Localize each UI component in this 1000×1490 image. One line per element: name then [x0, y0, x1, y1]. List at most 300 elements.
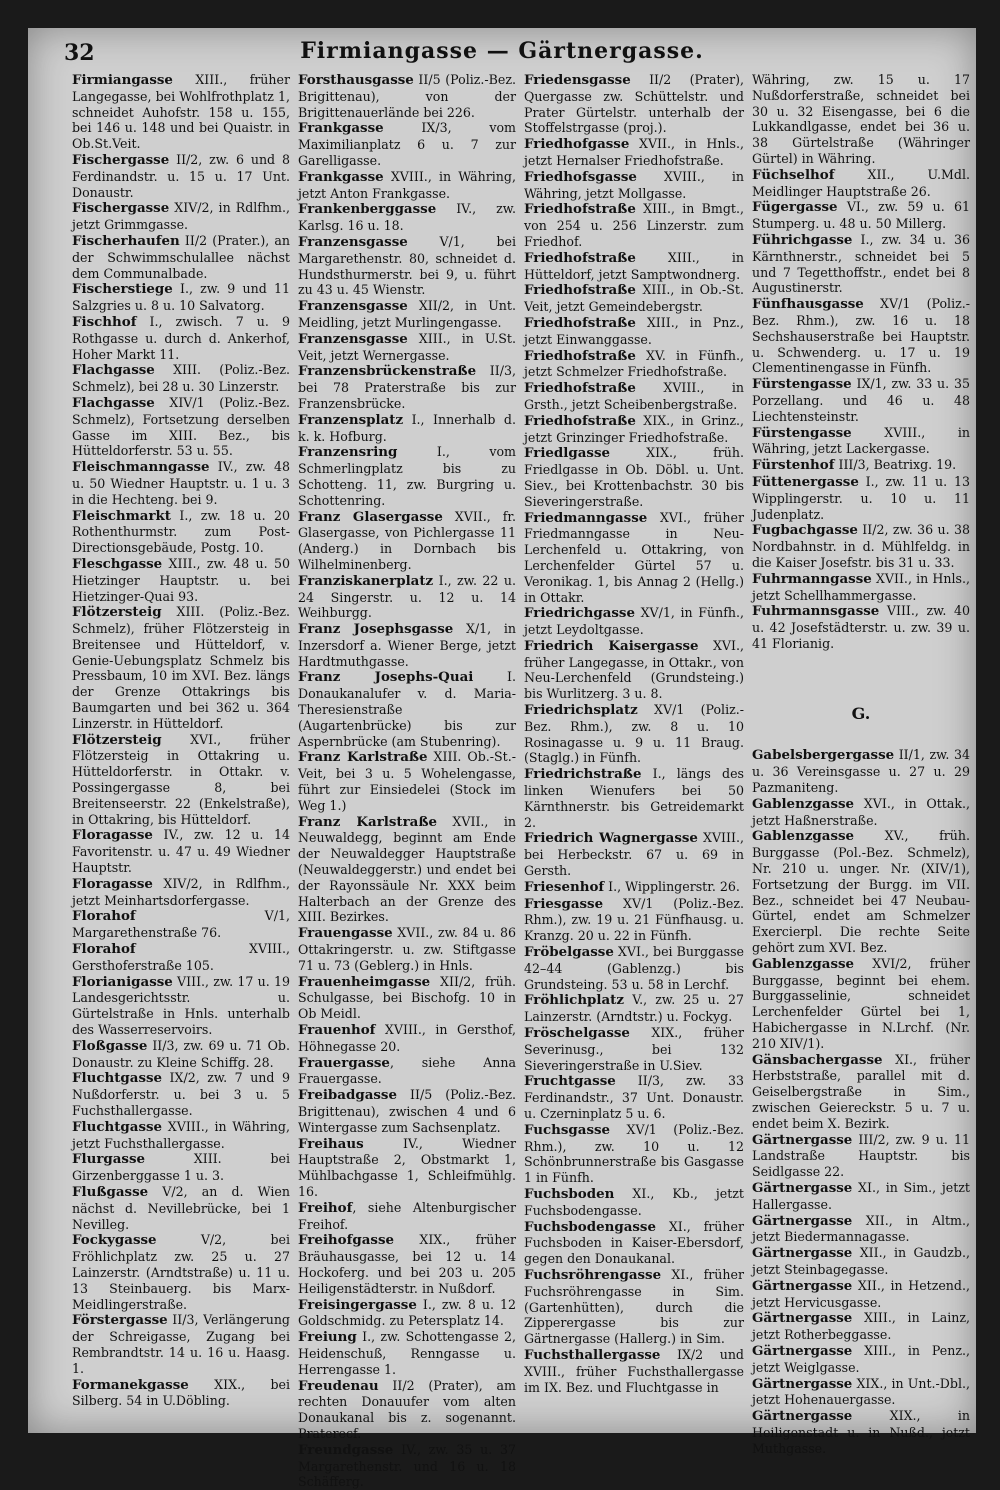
entry-street-name: Frankgasse — [298, 168, 384, 185]
entry-street-name: Gablenzgasse — [752, 828, 855, 845]
entry-description: XVIII., in Währing, jetzt Fuchsthallergasse. — [72, 1118, 290, 1151]
entry-street-name: Gärtnergasse — [752, 1180, 853, 1196]
entry-street-name: Franz Glasergasse — [298, 508, 443, 525]
entry-description: VIII., zw. 17 u. 19 Landesgerichtsstr. u. Gürtelstraße in Hnls. unterhalb des Wasserreservoirs. — [72, 973, 290, 1038]
entry-description: I., zw. 8 u. 12 Goldschmidg. zu Petersplatz 14. — [298, 1296, 516, 1329]
entry-street-name: Franzensgasse — [298, 298, 408, 315]
entry-description: XV. in Fünfh., jetzt Schmelzer Friedhofstraße. — [524, 347, 744, 380]
section-letter: G. — [851, 703, 871, 723]
entry-description: XVII., zw. 84 u. 86 Ottakringerstr. u. zw. Stiftgasse 71 u. 73 (Geblerg.) in Hnls. — [298, 925, 516, 973]
entry-street-name: Franz Josephsgasse — [298, 621, 454, 638]
entry-description: II/2 (Prater), am rechten Donauufer vom alten Donaukanal bis z. sogenannt. Praterecf. — [298, 1377, 516, 1441]
directory-entry — [298, 509, 516, 573]
entry-description: XIII., in Pnz., jetzt Einwanggasse. — [524, 314, 744, 347]
entry-street-name: Gärtnergasse — [752, 1310, 853, 1327]
entry-street-name: Fleischmanngasse — [72, 459, 210, 476]
entry-description: XVI., früher Flötzersteig in Ottakring u. Hütteldorferstr. in Ottakr. v. Possingergasse 8, bei Breitenseerstr. 22 (Enkelstraße), in Ottakring, bis Hütteldorf. — [72, 731, 290, 827]
directory-entry — [298, 621, 516, 669]
entry-description: XV., früh. Burggasse (Pol.-Bez. Schmelz), Nr. 210 u. unger. Nr. (XIV/1), Fortsetzung der Burgg. im VII. Bez., schneidet bei 47 Neubau-Gürtel, endet am Schmelzer Exercierpl. Die rechte Seite gehört zum XVI. Bez. — [752, 828, 970, 956]
directory-entry — [752, 167, 970, 200]
entry-street-name: Fischergasse — [72, 151, 170, 168]
directory-entry — [752, 747, 970, 795]
entry-description: II/2, zw. 6 und 8 Ferdinandstr. u. 15 u. 17 Unt. Donaustr. — [72, 151, 290, 200]
entry-description: Währing, zw. 15 u. 17 Nußdorferstraße, schneidet bei 30 u. 32 Eisengasse, bei 6 die Lukkandlgasse, endet bei 36 u. 38 Gürtelstraße (Währinger Gürtel) in Währing. — [752, 72, 970, 166]
entry-description: XIII., in Hütteldorf, jetzt Samptwondnerg. — [524, 249, 744, 282]
entry-street-name: Franziskanerplatz — [298, 572, 434, 589]
entry-description: I., vom Schmerlingplatz bis zu Schotteng. 11, zw. Burgring u. Schottenring. — [298, 444, 516, 508]
directory-entry — [72, 1232, 290, 1312]
entry-description: III/3, Beatrixg. 19. — [834, 457, 957, 473]
directory-entry — [524, 1267, 744, 1347]
entry-street-name: Freihaus — [298, 1135, 364, 1152]
entry-description: XIX., in Unt.-Dbl., jetzt Hohenauergasse. — [752, 1375, 970, 1408]
entry-description: XIII., in U.St. Veit, jetzt Wernergasse. — [298, 330, 516, 363]
directory-entry — [752, 457, 970, 474]
entry-street-name: Franzensbrückenstraße — [298, 363, 477, 380]
entry-description: I., zwisch. 7 u. 9 Rothgasse u. durch d. Ankerhof, Hoher Markt 11. — [72, 313, 290, 362]
directory-entry — [298, 1297, 516, 1330]
entry-street-name: Freisingergasse — [298, 1296, 417, 1313]
entry-description: XVIII., in Währing, jetzt Mollgasse. — [524, 168, 744, 201]
entry-description: XIX., früher Bräuhausgasse, bei 12 u. 14 Hockoferg. und bei 203 u. 205 Heiligenstädterstr. in Nußdorf. — [298, 1232, 516, 1296]
entry-description: III/2, zw. 9 u. 11 Landstraße Hauptstr. bis Seidlgasse 22. — [752, 1131, 970, 1180]
entry-description: IX/3, vom Maximilianplatz 6 u. 7 zur Garelligasse. — [298, 120, 516, 168]
entry-street-name: Fischergasse — [72, 200, 170, 217]
entry-description: XII/2, früh. Schulgasse, bei Bischofg. 10 in Ob Meidl. — [298, 973, 516, 1022]
entry-description: XIII., in Penz., jetzt Weiglgasse. — [752, 1342, 970, 1375]
directory-entry — [298, 201, 516, 234]
entry-description: IV., zw. Karlsg. 16 u. 18. — [298, 201, 516, 234]
directory-entry — [72, 200, 290, 233]
directory-entry — [524, 1122, 744, 1186]
directory-entry — [524, 1025, 744, 1073]
entry-description: V., zw. 25 u. 27 Lainzerstr. (Arndtstr.) u. Fockyg. — [524, 992, 744, 1025]
directory-entry — [72, 1038, 290, 1071]
entry-description: XV/1 (Poliz.-Bez. Rhm.), zw. 8 u. 10 Rosinagasse u. 9 u. 11 Braug. (Staglg.) in Fünfh. — [524, 702, 744, 766]
directory-entry — [298, 1442, 516, 1490]
entry-description: II/3, bei 78 Praterstraße bis zur Franzensbrücke. — [298, 363, 516, 411]
entry-street-name: Friedrich Kaisergasse — [524, 637, 699, 654]
directory-entry — [524, 1219, 744, 1267]
directory-entry — [72, 974, 290, 1038]
entry-street-name: Gänsbachergasse — [752, 1051, 883, 1068]
entry-street-name: Franz Josephs-Quai — [298, 669, 474, 686]
directory-entry — [524, 638, 744, 702]
entry-description: XIV/2, in Rdlfhm., jetzt Meinhartsdorfergasse. — [72, 875, 290, 908]
entry-description: II/2, zw. 36 u. 38 Nordbahnstr. in d. Mühlfeldg. in die Kaiser Josefstr. bis 31 u. 33. — [752, 522, 970, 570]
entry-street-name: Frankgasse — [298, 120, 384, 137]
directory-entry — [72, 556, 290, 604]
directory-entry — [524, 879, 744, 896]
entry-street-name: Fuhrmannsgasse — [752, 603, 880, 620]
column-4 — [752, 72, 970, 1456]
entry-street-name: Frankenberggasse — [298, 201, 437, 218]
directory-entry — [72, 876, 290, 909]
entry-street-name: Fischerhaufen — [72, 232, 180, 249]
entry-description: XIV/2, in Rdlfhm., jetzt Grimmgasse. — [72, 200, 290, 233]
entry-street-name: Förstergasse — [72, 1312, 168, 1329]
entry-street-name: Fröhlichplatz — [524, 992, 624, 1009]
directory-entry — [752, 199, 970, 232]
entry-street-name: Friedrichsplatz — [524, 702, 638, 719]
entry-street-name: Friedhofstraße — [524, 249, 636, 266]
entry-street-name: Fockygasse — [72, 1232, 157, 1249]
directory-entry — [298, 925, 516, 973]
entry-street-name: Friesenhof — [524, 878, 605, 895]
entry-description: XIII. Ob.-St.-Veit, bei 3 u. 5 Wohelengasse, führt zur Einsiedelei (Stock im Weg 1.) — [298, 749, 516, 813]
entry-street-name: Fruchtgasse — [524, 1073, 616, 1090]
entry-street-name: Fuchsgasse — [524, 1121, 611, 1138]
entry-street-name: Friedhofstraße — [524, 201, 636, 218]
directory-entry — [752, 1408, 970, 1456]
entry-description: XIX., bei Silberg. 54 in U.Döbling. — [72, 1376, 290, 1409]
entry-street-name: Fleischmarkt — [72, 507, 171, 524]
entry-street-name: Fuhrmanngasse — [752, 570, 872, 587]
column-1 — [72, 72, 290, 1422]
directory-entry — [524, 766, 744, 830]
entry-description: V/2, an d. Wien nächst d. Nevillebrücke, bei 1 Nevilleg. — [72, 1183, 290, 1232]
directory-entry — [298, 169, 516, 202]
entry-description: XIX., in Heiligenstadt u. in Nußd., jetzt Muthgasse. — [752, 1408, 970, 1456]
entry-description: , siehe Anna Frauergasse. — [298, 1054, 516, 1087]
entry-description: XVIII., in Grsth., jetzt Scheibenbergstraße. — [524, 380, 744, 412]
directory-entry — [524, 445, 744, 509]
directory-entry — [752, 232, 970, 296]
entry-description: XVII., fr. Glasergasse, von Pichlergasse 11 (Anderg.) in Dornbach bis Wilhelminenberg. — [298, 508, 516, 572]
entry-description: VI., zw. 59 u. 61 Stumperg. u. 48 u. 50 Millerg. — [752, 199, 970, 232]
directory-entry — [72, 395, 290, 459]
entry-street-name: Fluchtgasse — [72, 1118, 163, 1135]
directory-entry — [298, 1087, 516, 1135]
directory-entry — [72, 604, 290, 731]
entry-description: IV., Wiedner Hauptstraße 2, Obstmarkt 1, Mühlbachgasse 1, Schleifmühlg. 16. — [298, 1135, 516, 1199]
entry-street-name: Florianigasse — [72, 973, 173, 990]
entry-description: XIII., in Bmgt., von 254 u. 256 Linzerstr. zum Friedhof. — [524, 201, 744, 249]
entry-street-name: Friedhofsgasse — [524, 168, 637, 185]
entry-street-name: Gabelsbergergasse — [752, 747, 895, 764]
directory-entry — [524, 348, 744, 381]
directory-page — [28, 28, 976, 1490]
entry-description: II/2 (Prater), Quergasse zw. Schüttelstr. und Prater Gürtelstr. unterhalb der Stoffelstrgasse (proj.). — [524, 72, 744, 136]
entry-street-name: Flachgasse — [72, 362, 155, 379]
entry-description: XIII., in Lainz, jetzt Rotherbeggasse. — [752, 1310, 970, 1343]
entry-street-name: Gablenzgasse — [752, 955, 855, 972]
entry-description: V/2, bei Fröhlichplatz zw. 25 u. 27 Lainzerstr. (Arndtstraße) u. 11 u. 13 Steinbauerg. bis Marx-Meidlingerstraße. — [72, 1232, 290, 1312]
entry-description: I., zw. 22 u. 24 Singerstr. u. 12 u. 14 Weihburgg. — [298, 572, 516, 621]
entry-description: IV., zw. 35 u. 37 Margarethenstr. und 16 u. 18 Schäfferg. — [298, 1441, 516, 1490]
directory-entry — [298, 444, 516, 508]
entry-street-name: Gärtnergasse — [752, 1212, 853, 1229]
directory-entry — [298, 749, 516, 813]
entry-street-name: Franzensring — [298, 444, 398, 461]
entry-columns — [72, 72, 972, 1490]
directory-entry — [752, 1310, 970, 1343]
directory-entry — [298, 1200, 516, 1233]
entry-street-name: Füchselhof — [752, 166, 835, 183]
entry-description: V/1, bei Margarethenstr. 80, schneidet d. Hundsthurmerstr. bei 9, u. führt zu 43 u. 45 Wienstr. — [298, 233, 516, 298]
entry-street-name: Flurgasse — [72, 1151, 146, 1168]
entry-description: XVII., in Hnls., jetzt Schellhammergasse. — [752, 570, 970, 603]
column-3 — [524, 72, 744, 1422]
entry-street-name: Freihofgasse — [298, 1232, 394, 1249]
directory-entry — [524, 315, 744, 348]
directory-entry — [72, 1119, 290, 1152]
entry-street-name: Floragasse — [72, 875, 153, 892]
entry-street-name: Fröschelgasse — [524, 1025, 630, 1042]
entry-description: XV/1 (Poliz.-Bez. Rhm.), zw. 16 u. 18 Sechshauserstraße bei Hauptstr. u. Schwenderg. u. 17 u. 19 Clementinengasse in Fünfh. — [752, 296, 970, 376]
entry-description: I., zw. Schottengasse 2, Heidenschuß, Renngasse u. Herrengasse 1. — [298, 1329, 516, 1377]
directory-entry — [298, 1378, 516, 1442]
directory-entry — [298, 1055, 516, 1088]
directory-entry — [752, 72, 970, 167]
entry-description: XVI/2, früher Burggasse, beginnt bei ehem. Burggasselinie, schneidet Lerchenfelder Gürtel bei 1, Habichergasse in N.Lrchf. (Nr. 210 XIV/1). — [752, 955, 970, 1051]
entry-street-name: Flußgasse — [72, 1183, 149, 1200]
entry-street-name: Fischerstiege — [72, 281, 173, 298]
directory-entry — [72, 508, 290, 556]
directory-entry — [72, 1070, 290, 1118]
entry-description: XIII., früher Langegasse, bei Wohlfrothplatz 1, schneidet Auhofstr. 158 u. 155, bei 146 u. 148 und bei Quaistr. in Ob.St.Veit. — [72, 72, 290, 152]
entry-description: II/3, zw. 69 u. 71 Ob. Donaustr. zu Kleine Schiffg. 28. — [72, 1037, 290, 1070]
entry-description: II/2 (Prater.), an der Schwimmschulallee nächst dem Communalbade. — [72, 232, 290, 281]
directory-entry — [298, 814, 516, 926]
entry-description: II/3, zw. 33 Ferdinandstr., 37 Unt. Donaustr. u. Czerninplatz 5 u. 6. — [524, 1073, 744, 1121]
entry-description: I. Donaukanalufer v. d. Maria-Theresienstraße (Augartenbrücke) bis zur Aspernbrücke (am Stubenring). — [298, 669, 516, 749]
directory-entry — [298, 72, 516, 120]
entry-description: XI., Kb., jetzt Fuchsbodengasse. — [524, 1185, 744, 1218]
entry-description: XIX., früher Severinusg., bei 132 Sieveringerstraße in U.Siev. — [524, 1025, 744, 1073]
entry-street-name: Fuchsröhrengasse — [524, 1266, 662, 1283]
entry-description: XVI., bei Burggasse 42–44 (Gablenzg.) bis Grundsteing. 53 u. 58 in Lerchf. — [524, 944, 744, 992]
entry-street-name: Fuchsthallergasse — [524, 1346, 661, 1363]
entry-street-name: Fürstenhof — [752, 457, 835, 474]
entry-street-name: Friedhofgasse — [524, 136, 630, 153]
entry-street-name: Fürstengasse — [752, 376, 852, 393]
directory-entry — [72, 152, 290, 200]
entry-street-name: Friedrichgasse — [524, 605, 635, 622]
entry-street-name: Firmiangasse — [72, 72, 173, 88]
entry-description: XV/1 (Poliz.-Bez. Rhm.), zw. 10 u. 12 Schönbrunnerstraße bis Gasgasse 1 in Fünfh. — [524, 1121, 744, 1186]
directory-entry — [752, 1278, 970, 1311]
directory-entry — [72, 1151, 290, 1184]
directory-entry — [72, 827, 290, 875]
directory-entry — [524, 136, 744, 169]
directory-entry — [298, 298, 516, 331]
entry-street-name: Gablenzgasse — [752, 795, 855, 812]
entry-description: XIII. (Poliz.-Bez. Schmelz), bei 28 u. 30 Linzerstr. — [72, 362, 290, 395]
entry-street-name: Führichgasse — [752, 231, 853, 248]
entry-street-name: Freiung — [298, 1329, 357, 1346]
entry-street-name: Friedhofstraße — [524, 282, 636, 299]
entry-street-name: Fuchsbodengasse — [524, 1218, 656, 1235]
directory-entry — [524, 1347, 744, 1395]
entry-street-name: Florahof — [72, 941, 136, 958]
directory-entry — [298, 331, 516, 364]
entry-street-name: Frauenheimgasse — [298, 973, 431, 990]
entry-street-name: Fürstengasse — [752, 424, 852, 441]
entry-description: I., zw. 11 u. 13 Wipplingerstr. u. 10 u. 11 Judenplatz. — [752, 473, 970, 522]
directory-entry — [752, 1180, 970, 1213]
directory-entry — [72, 459, 290, 507]
entry-street-name: Friedhofstraße — [524, 347, 636, 364]
directory-entry — [524, 1186, 744, 1219]
entry-description: I., zw. 18 u. 20 Rothenthurmstr. zum Post-Directionsgebäude, Postg. 10. — [72, 507, 290, 556]
directory-entry — [524, 702, 744, 766]
entry-street-name: Gärtnergasse — [752, 1408, 853, 1425]
entry-description: XVI., in Ottak., jetzt Haßnerstraße. — [752, 795, 970, 828]
entry-description: XIII. bei Girzenberggasse 1 u. 3. — [72, 1151, 290, 1184]
entry-street-name: Florahof — [72, 908, 136, 925]
entry-street-name: Frauenhof — [298, 1022, 376, 1039]
entry-description: XI., früher Fuchsboden in Kaiser-Ebersdorf, gegen den Donaukanal. — [524, 1218, 744, 1267]
entry-description: XV/1, in Fünfh., jetzt Leydoltgasse. — [524, 605, 744, 638]
directory-entry — [72, 941, 290, 974]
entry-street-name: Friedensgasse — [524, 72, 631, 88]
entry-description: XII., in Hetzend., jetzt Hervicusgasse. — [752, 1277, 970, 1310]
entry-street-name: Gärtnergasse — [752, 1342, 853, 1359]
entry-description: XIX., früh. Friedlgasse in Ob. Döbl. u. Unt. Siev., bei Krottenbachstr. 30 bis Sieveringerstraße. — [524, 445, 744, 509]
entry-description: I., Wipplingerstr. 26. — [604, 878, 740, 894]
entry-description: XVI., früher Langegasse, in Ottakr., von Neu-Lerchenfeld (Grundsteing.) bis Wurlitzerg. 3 u. 8. — [524, 637, 744, 702]
directory-entry — [524, 201, 744, 249]
entry-description: XII/2, in Unt. Meidling, jetzt Murlingengasse. — [298, 298, 516, 330]
entry-street-name: Gärtnergasse — [752, 1245, 853, 1262]
entry-street-name: Franzensplatz — [298, 411, 404, 428]
directory-entry — [752, 474, 970, 522]
directory-entry — [72, 314, 290, 362]
entry-street-name: Freudenau — [298, 1377, 379, 1394]
entry-description: XVI., früher Friedmanngasse in Neu-Lerchenfeld u. Ottakring, von Lerchenfelder Gürtel 57 u. Veronikag. 1, bis Annag 2 (Hellg.) in Ottakr. — [524, 509, 744, 605]
directory-entry — [524, 992, 744, 1025]
directory-entry — [72, 362, 290, 395]
directory-entry — [524, 380, 744, 413]
entry-street-name: Freihof — [298, 1199, 353, 1216]
directory-entry — [72, 72, 290, 152]
entry-street-name: Flachgasse — [72, 394, 155, 411]
entry-street-name: Formanekgasse — [72, 1376, 189, 1393]
page-header — [28, 38, 976, 70]
entry-description: XVII., in Neuwaldegg, beginnt am Ende der Neuwaldegger Hauptstraße (Neuwaldeggerstr.) und endet bei der Rayonssäule Nr. XXX beim Halterbach an der Grenze des XIII. Bezirkes. — [298, 813, 516, 925]
entry-description: XVII., in Hnls., jetzt Hernalser Friedhofstraße. — [524, 136, 744, 168]
entry-description: I., Innerhalb d. k. k. Hofburg. — [298, 411, 516, 444]
directory-entry — [298, 573, 516, 621]
directory-entry — [298, 974, 516, 1022]
entry-description: I., zw. 9 und 11 Salzgries u. 8 u. 10 Salvatorg. — [72, 281, 290, 314]
entry-description: XVIII., in Währing, jetzt Anton Frankgasse. — [298, 168, 516, 201]
entry-description: XIV/1 (Poliz.-Bez. Schmelz), Fortsetzung derselben Gasse im XIII. Bez., bis Hütteldorferstr. 53 u. 55. — [72, 394, 290, 459]
entry-street-name: Franz Karlstraße — [298, 749, 428, 766]
entry-description: IX/2, zw. 7 und 9 Nußdorferstr. u. bei 3 u. 5 Fuchsthallergasse. — [72, 1070, 290, 1118]
entry-street-name: Forsthausgasse — [298, 72, 414, 88]
directory-entry — [298, 1232, 516, 1296]
directory-entry — [298, 1329, 516, 1377]
entry-street-name: Fleschgasse — [72, 555, 163, 572]
entry-description: XI., in Sim., jetzt Hallergasse. — [752, 1180, 970, 1212]
entry-street-name: Frauengasse — [298, 925, 393, 942]
entry-description: II/5 (Poliz.-Bez. Brigittenau), zwischen 4 und 6 Wintergasse zum Sachsenplatz. — [298, 1087, 516, 1135]
entry-street-name: Gärtnergasse — [752, 1131, 853, 1148]
directory-entry — [298, 1022, 516, 1055]
directory-entry — [524, 896, 744, 944]
running-head: Firmiangasse — Gärtnergasse. — [300, 38, 704, 64]
entry-street-name: Floßgasse — [72, 1037, 148, 1054]
entry-street-name: Freibadgasse — [298, 1087, 397, 1104]
entry-description: V/1, Margarethenstraße 76. — [72, 908, 290, 941]
entry-description: XII., in Altm., jetzt Biedermannagasse. — [752, 1212, 970, 1245]
entry-description: XI., früher Herbststraße, parallel mit d. Geiselbergstraße in Sim., zwischen Geiereckstr. 5 u. 7 u. endet beim X. Bezirk. — [752, 1051, 970, 1131]
entry-street-name: Freundgasse — [298, 1441, 394, 1458]
directory-entry — [72, 1184, 290, 1232]
directory-entry — [298, 669, 516, 749]
entry-street-name: Friedrichstraße — [524, 766, 642, 783]
page-number: 32 — [64, 40, 95, 66]
directory-entry — [752, 1376, 970, 1409]
directory-entry — [752, 603, 970, 651]
entry-street-name: Friedmanngasse — [524, 509, 648, 526]
entry-street-name: Franzensgasse — [298, 330, 408, 347]
directory-entry — [752, 796, 970, 829]
entry-street-name: Friedrich Wagnergasse — [524, 830, 698, 847]
directory-entry — [524, 169, 744, 202]
directory-entry — [752, 1132, 970, 1180]
directory-entry — [524, 605, 744, 638]
directory-entry — [752, 828, 970, 955]
entry-description: IV., zw. 48 u. 50 Wiedner Hauptstr. u. 1 u. 3 in die Hechteng. bei 9. — [72, 459, 290, 507]
entry-street-name: Gärtnergasse — [752, 1375, 853, 1392]
directory-entry — [752, 571, 970, 604]
directory-entry — [524, 413, 744, 446]
entry-description: XIII. (Poliz.-Bez. Schmelz), früher Flötzersteig in Breitensee und Hütteldorf, v. Genie-Uebungsplatz Schmelz bis Pressbaum, 10 im XVI. Bez. längs der Grenze Ottakrings bis Baumgarten und bei 362 u. 364 Linzerstr. in Hütteldorf. — [72, 604, 290, 731]
entry-description: IX/2 und XVIII., früher Fuchsthallergasse im IX. Bez. und Fluchtgasse in — [524, 1346, 744, 1395]
entry-description: , siehe Altenburgischer Freihof. — [298, 1199, 516, 1232]
directory-entry — [72, 233, 290, 281]
entry-street-name: Friedhofstraße — [524, 412, 636, 429]
directory-entry — [752, 425, 970, 458]
entry-description: I., längs des linken Wienufers bei 50 Kärnthnerstr. bis Getreidemarkt 2. — [524, 766, 744, 830]
entry-description: XIX., in Grinz., jetzt Grinzinger Friedhofstraße. — [524, 412, 744, 445]
directory-entry — [298, 234, 516, 298]
entry-description: II/3, Verlängerung der Schreigasse, Zugang bei Rembrandtstr. 14 u. 16 u. Haasg. 1. — [72, 1312, 290, 1376]
directory-entry — [72, 281, 290, 314]
entry-street-name: Fuchsboden — [524, 1185, 615, 1202]
directory-entry — [752, 1052, 970, 1132]
entry-description: XV/1 (Poliz.-Bez. Rhm.), zw. 19 u. 21 Fünfhausg. u. Kranzg. 20 u. 22 in Fünfh. — [524, 895, 744, 944]
column-2 — [298, 72, 516, 1490]
directory-entry — [524, 250, 744, 283]
entry-street-name: Fünfhausgasse — [752, 296, 864, 313]
entry-description: IV., zw. 12 u. 14 Favoritenstr. u. 47 u. 49 Wiedner Hauptstr. — [72, 827, 290, 876]
entry-street-name: Friedhofstraße — [524, 380, 636, 397]
entry-description: I., zw. 34 u. 36 Kärnthnerstr., schneidet bei 5 und 7 Tegetthoffstr., endet bei 8 Augustinerstr. — [752, 231, 970, 296]
entry-street-name: Fischhof — [72, 313, 137, 330]
entry-description: IX/1, zw. 33 u. 35 Porzellang. und 46 u. 48 Liechtensteinstr. — [752, 376, 970, 424]
entry-description: XII., in Gaudzb., jetzt Steinbagegasse. — [752, 1245, 970, 1277]
directory-entry — [298, 120, 516, 168]
directory-entry — [524, 510, 744, 606]
entry-description: X/1, in Inzersdorf a. Wiener Berge, jetzt Hardtmuthgasse. — [298, 621, 516, 669]
entry-description: XVIII., in Gersthof, Höhnegasse 20. — [298, 1022, 516, 1054]
directory-entry — [72, 1312, 290, 1376]
entry-street-name: Friedlgasse — [524, 445, 611, 462]
directory-entry — [72, 1377, 290, 1410]
directory-entry — [72, 732, 290, 828]
entry-description: XVIII., in Währing, jetzt Lackergasse. — [752, 424, 970, 457]
entry-street-name: Fluchtgasse — [72, 1070, 163, 1087]
entry-street-name: Fröbelgasse — [524, 944, 614, 961]
entry-description: XIII., in Ob.-St. Veit, jetzt Gemeindebergstr. — [524, 282, 744, 315]
entry-description: VIII., zw. 40 u. 42 Josefstädterstr. u. zw. 39 u. 41 Florianig. — [752, 603, 970, 651]
entry-street-name: Friedhofstraße — [524, 314, 636, 331]
directory-entry — [298, 363, 516, 411]
